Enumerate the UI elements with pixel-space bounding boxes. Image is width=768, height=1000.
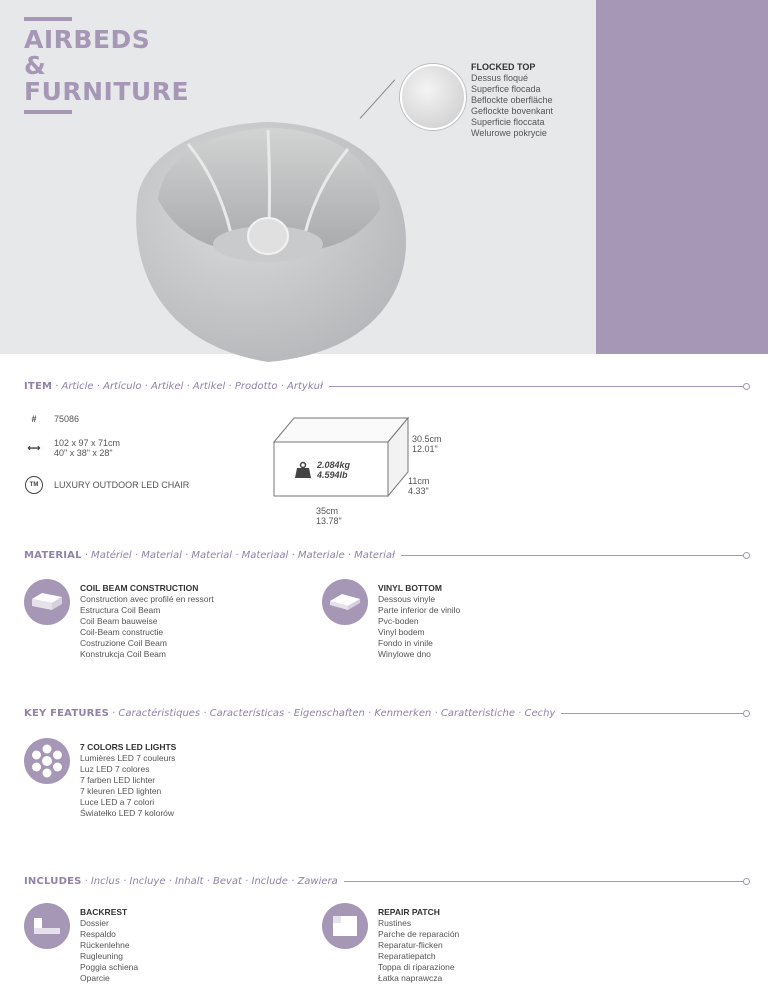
box-height-in: 12.01" [412,444,438,454]
feature-line: Konstrukcja Coil Beam [80,649,166,659]
feature-line: Winylowe dno [378,649,431,659]
brand-bar-top [24,17,72,21]
box-width-cm: 35cm [316,506,339,516]
section-divider [329,386,746,387]
feature-line: Estructura Coil Beam [80,605,161,615]
item-dimensions-row [24,438,120,458]
feature-line: Światełko LED 7 kolorów [80,808,175,818]
callout-line: Superficie floccata [471,117,545,127]
feature-line: Vinyl bodem [378,627,425,637]
item-dimensions [54,438,120,458]
feature-led-lights [24,738,176,819]
feature-line: 7 farben LED lichter [80,775,156,785]
feature-line: Rustines [378,918,412,928]
feature-line: Lumières LED 7 couleurs [80,753,176,763]
features-section-heading [24,706,746,720]
box-width-in: 13.78" [316,516,342,526]
feature-line: Coil-Beam constructie [80,627,164,637]
item-name-row [24,476,189,494]
dims-imperial: 40" x 38" x 28" [54,448,113,458]
box-height-label [412,434,442,454]
flocked-top-detail-image [400,64,466,130]
feature-line: Luce LED a 7 colori [80,797,155,807]
weight-icon [294,461,312,479]
section-divider [401,555,746,556]
dims-metric: 102 x 97 x 71cm [54,438,121,448]
box-depth-cm: 11cm [408,476,430,486]
material-coil-beam [24,579,214,660]
includes-section-heading [24,874,746,888]
includes-repair-patch [322,903,459,984]
item-number: 75086 [54,414,80,424]
section-divider [344,881,746,882]
section-divider [561,713,746,714]
material-heading: MATERIAL [24,549,82,561]
material-heading-translations: · Matériel · Material · Material · Materiaal · Materiale · Materiał [84,549,395,561]
hash-icon: # [31,414,37,424]
backrest-icon [24,903,70,949]
feature-line: Reparatiepatch [378,951,436,961]
feature-line: Costruzione Coil Beam [80,638,167,648]
feature-line: Fondo in vinile [378,638,433,648]
feature-line: Parche de reparación [378,929,460,939]
box-height-cm: 30.5cm [412,434,442,444]
material-vinyl-bottom [322,579,460,660]
includes-heading-translations: · Inclus · Incluye · Inhalt · Bevat · Include · Zawiera [84,875,338,887]
feature-line: Respaldo [80,929,116,939]
includes-heading: INCLUDES [24,875,82,887]
brand-title-line: & [24,51,47,80]
vinyl-bottom-icon [322,579,368,625]
item-heading: ITEM [24,380,53,392]
led-lights-icon [24,738,70,784]
features-heading-translations: · Caractéristiques · Características · Eigenschaften · Kenmerken · Caratteristiche · Cechy [112,707,556,719]
item-heading-translations: · Article · Artículo · Artikel · Artikel · Prodotto · Artykuł [55,380,323,392]
trademark-icon: TM [24,476,44,494]
product-chair-image [118,114,418,368]
item-name: LUXURY OUTDOOR LED CHAIR [54,480,190,490]
feature-line: Dossier [80,918,109,928]
flocked-top-callout [471,62,553,139]
feature-line: Parte inferior de vinilo [378,605,461,615]
feature-title: BACKREST [80,907,128,917]
package-box-diagram [272,416,412,500]
includes-backrest [24,903,138,984]
feature-line: Toppa di riparazione [378,962,455,972]
item-section-heading [24,379,746,393]
package-weight [294,460,350,480]
box-width-label [316,506,342,526]
coil-beam-icon [24,579,70,625]
feature-line: Poggia schiena [80,962,139,972]
feature-line: Łatka naprawcza [378,973,443,983]
weight-lb: 4.594lb [317,470,348,480]
feature-line: Dessous vinyle [378,594,436,604]
callout-line: Dessus floqué [471,73,529,83]
feature-title: 7 COLORS LED LIGHTS [80,742,177,752]
box-depth-label [408,476,429,496]
feature-line: Pvc-boden [378,616,419,626]
callout-title: FLOCKED TOP [471,62,536,72]
feature-line: Rugleuning [80,951,124,961]
feature-line: Reparatur-flicken [378,940,443,950]
callout-line: Superfice flocada [471,84,541,94]
feature-line: Rückenlehne [80,940,130,950]
callout-line: Geflockte bovenkant [471,106,554,116]
feature-title: REPAIR PATCH [378,907,440,917]
feature-line: 7 kleuren LED lighten [80,786,162,796]
box-depth-in: 4.33" [408,486,429,496]
brand-bar-bottom [24,110,72,114]
feature-title: VINYL BOTTOM [378,583,442,593]
brand-title-line: FURNITURE [24,77,190,106]
features-heading: KEY FEATURES [24,707,110,719]
item-number-row [24,414,79,424]
brand-title-line: AIRBEDS [24,25,151,54]
material-section-heading [24,548,746,562]
brand-title [24,27,189,105]
double-arrow-icon: ⟷ [27,442,41,453]
callout-line: Welurowe pokrycie [471,128,547,138]
weight-kg: 2.084kg [317,460,351,470]
feature-line: Luz LED 7 colores [80,764,150,774]
feature-line: Construction avec profilé en ressort [80,594,214,604]
feature-title: COIL BEAM CONSTRUCTION [80,583,199,593]
hero-accent-panel [596,0,768,354]
repair-patch-icon [322,903,368,949]
callout-line: Beflockte oberfläche [471,95,553,105]
feature-line: Oparcie [80,973,110,983]
feature-line: Coil Beam bauweise [80,616,158,626]
